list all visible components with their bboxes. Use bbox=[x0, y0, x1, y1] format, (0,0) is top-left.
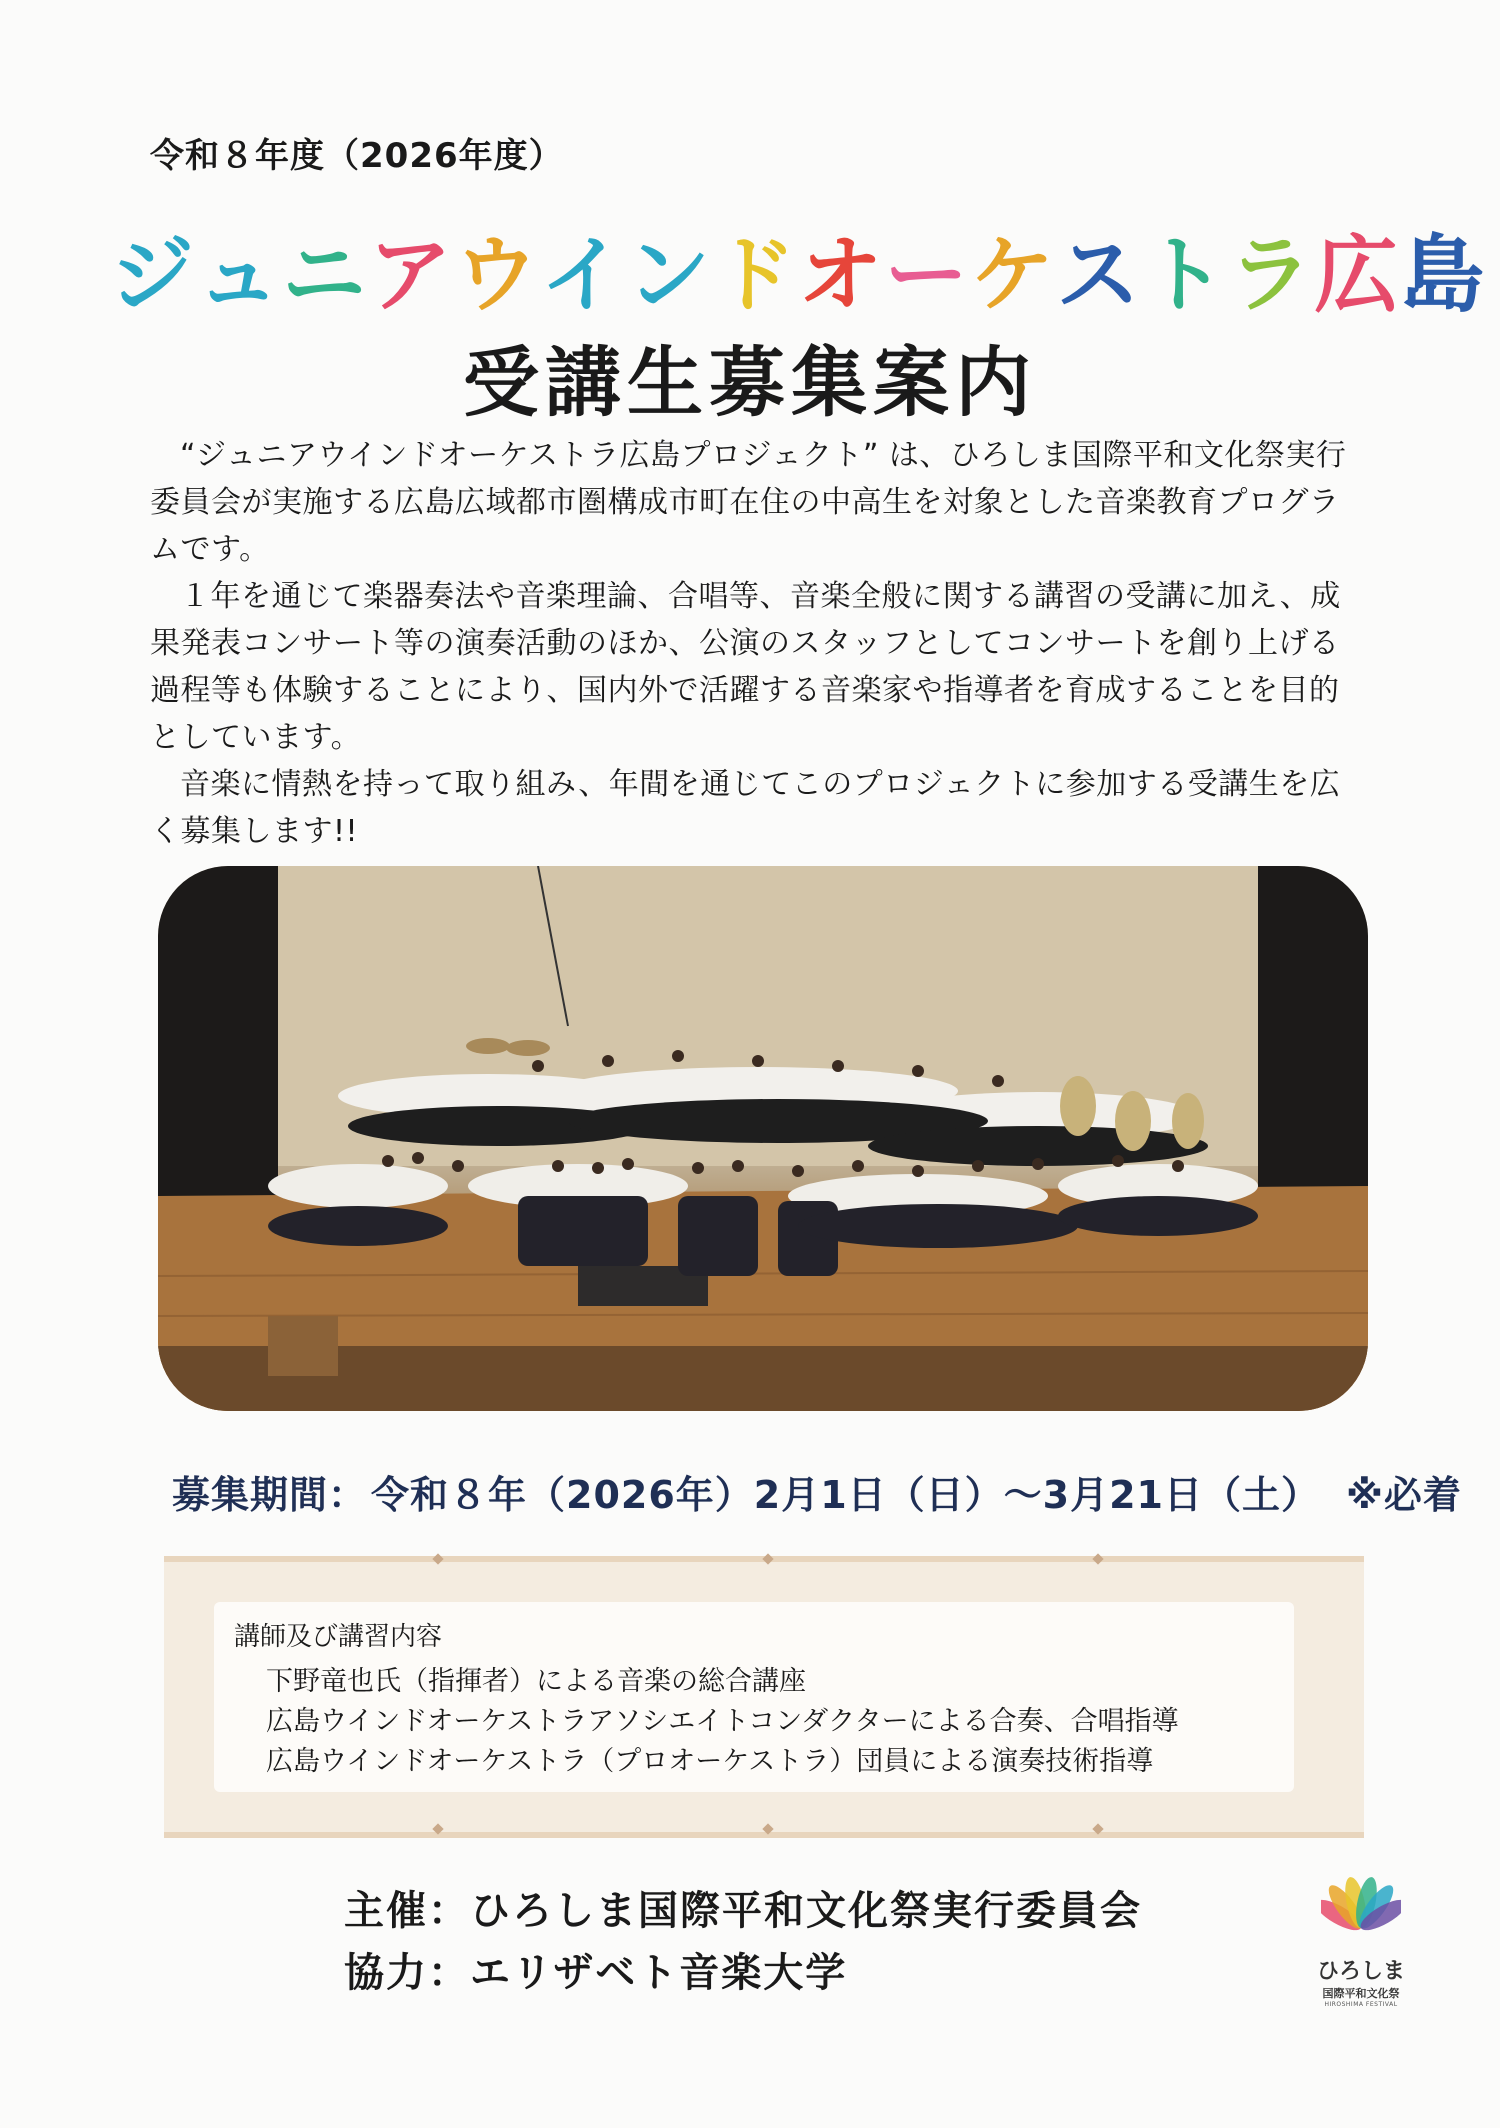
title-char: ケ bbox=[970, 226, 1057, 324]
decor-dot bbox=[1092, 1553, 1103, 1564]
application-period bbox=[172, 1464, 1462, 1519]
decor-dot bbox=[762, 1823, 773, 1834]
host-organizer: 主催：ひろしま国際平和文化祭実行委員会 bbox=[344, 1888, 1142, 1934]
lecture-box bbox=[164, 1556, 1364, 1838]
title-char: ジ bbox=[110, 226, 197, 324]
title-char: ト bbox=[1142, 226, 1229, 324]
title-char: ュ bbox=[196, 226, 283, 324]
intro-paragraph-3: 音楽に情熱を持って取り組み、年間を通じてこのプロジェクトに参加する受講生を広く募集します!! bbox=[150, 767, 1341, 849]
lecture-list bbox=[266, 1662, 1179, 1782]
lecture-item: 下野竜也氏（指揮者）による音楽の総合講座 bbox=[266, 1666, 806, 1697]
intro-text bbox=[150, 432, 1360, 855]
decor-dot bbox=[432, 1553, 443, 1564]
title-char: イ bbox=[540, 226, 627, 324]
festival-logo bbox=[1316, 1872, 1406, 2012]
festival-logo-mark bbox=[1321, 1872, 1401, 1952]
intro-paragraph-1: “ジュニアウインドオーケストラ広島プロジェクト” は、ひろしま国際平和文化祭実行委員会が実施する広島広域都市圏構成市町在住の中高生を対象とした音楽教育プログラムです。 bbox=[150, 438, 1347, 567]
decor-dot bbox=[762, 1553, 773, 1564]
title-char: 広 bbox=[1314, 226, 1401, 324]
logo-text-english: HIROSHIMA FESTIVAL bbox=[1324, 2001, 1398, 2008]
title-char: オ bbox=[798, 226, 885, 324]
title-char: ウ bbox=[454, 226, 541, 324]
orchestra-photo bbox=[158, 866, 1368, 1411]
period-value: 令和８年（2026年）2月1日（日）～3月21日（土） bbox=[371, 1473, 1320, 1517]
fiscal-year: 令和８年度（2026年度） bbox=[150, 136, 564, 176]
title-char: ニ bbox=[282, 226, 369, 324]
title-char: 島 bbox=[1400, 226, 1487, 324]
period-label: 募集期間： bbox=[172, 1473, 368, 1517]
intro-paragraph-2: １年を通じて楽器奏法や音楽理論、合唱等、音楽全般に関する講習の受講に加え、成果発表コンサート等の演奏活動のほか、公演のスタッフとしてコンサートを創り上げる過程等も体験することにより、国内外で活躍する音楽家や指導者を育成することを目的としています。 bbox=[150, 579, 1341, 755]
decor-dot bbox=[1092, 1823, 1103, 1834]
decor-dot bbox=[432, 1823, 443, 1834]
lecture-item: 広島ウインドオーケストラ（プロオーケストラ）団員による演奏技術指導 bbox=[266, 1746, 1154, 1777]
period-note: ※必着 bbox=[1345, 1473, 1462, 1517]
title-char: ー bbox=[884, 226, 971, 324]
title-char: ア bbox=[368, 226, 455, 324]
subtitle: 受講生募集案内 bbox=[463, 338, 1037, 427]
cooperation: 協力：エリザベト音楽大学 bbox=[344, 1950, 848, 1996]
sponsor-block bbox=[344, 1880, 1142, 2004]
lecture-heading: 講師及び講習内容 bbox=[234, 1622, 443, 1652]
title-char: ン bbox=[626, 226, 713, 324]
title-char: ス bbox=[1056, 226, 1143, 324]
title-char: ド bbox=[712, 226, 799, 324]
logo-text-festival: 国際平和文化祭 bbox=[1322, 1987, 1400, 2000]
logo-text-hiroshima: ひろしま bbox=[1316, 1959, 1405, 1984]
lecture-item: 広島ウインドオーケストラアソシエイトコンダクターによる合奏、合唱指導 bbox=[266, 1706, 1179, 1737]
main-title bbox=[110, 208, 1487, 329]
title-char: ラ bbox=[1228, 226, 1315, 324]
